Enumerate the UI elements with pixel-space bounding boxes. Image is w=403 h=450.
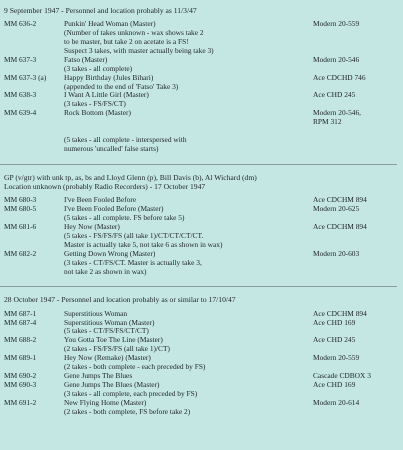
take-note: (appended to the end of 'Fatso' Take 3)	[64, 81, 179, 91]
take-note: (Number of takes unknown - wax shows take 2 to be master, but take 2 on acetate is a FS! Suspect 3 takes, with master actually being take 3)	[64, 28, 214, 55]
matrix-entry	[0, 56, 403, 65]
matrix-entry	[0, 205, 403, 214]
matrix-number: MM 689-1	[4, 353, 37, 363]
matrix-entry	[0, 319, 403, 328]
issue-label: Ace CHD 245	[313, 90, 356, 100]
issue-label: Ace CDCHM 894	[313, 195, 367, 205]
matrix-number: MM 637-3 (a)	[4, 72, 47, 82]
matrix-number: MM 687-1	[4, 308, 37, 318]
matrix-number: MM 690-3	[4, 379, 37, 389]
matrix-number: MM 638-3	[4, 90, 37, 100]
song-title: You Gotta Toe The Line (Master)	[64, 335, 163, 345]
song-title: Fatso (Master)	[64, 54, 108, 64]
issue-label: Ace CHD 169	[313, 379, 356, 389]
take-note: (2 takes - both complete - each preceded by FS)	[64, 362, 206, 372]
issue-label: Modern 20-603	[313, 248, 360, 258]
issue-label: Ace CHD 245	[313, 335, 356, 345]
matrix-number: MM 682-2	[4, 248, 37, 258]
matrix-number: MM 688-2	[4, 335, 37, 345]
matrix-number: MM 681-6	[4, 222, 37, 232]
matrix-entry	[0, 91, 403, 100]
song-title: I Want A Little Girl (Master)	[64, 90, 149, 100]
take-note: (5 takes - all complete - interspersed with numerous 'uncalled' false starts)	[64, 135, 187, 153]
take-note: (3 takes - FS/FS/CT)	[64, 99, 126, 109]
issue-label: Ace CDCHD 746	[313, 72, 366, 82]
issue-label: Modern 20-559	[313, 19, 360, 29]
song-title: Hey Now (Remake) (Master)	[64, 353, 151, 363]
issue-label: Modern 20-546, RPM 312	[313, 108, 362, 127]
section-divider	[0, 164, 397, 165]
matrix-entry	[0, 74, 403, 83]
issue-label: Modern 20-625	[313, 204, 360, 214]
song-title: Punkin' Head Woman (Master)	[64, 19, 156, 29]
matrix-entry	[0, 381, 403, 390]
matrix-number: MM 680-5	[4, 204, 37, 214]
song-title: New Flying Home (Master)	[64, 397, 147, 407]
matrix-number: MM 639-4	[4, 108, 37, 118]
matrix-number: MM 636-2	[4, 19, 37, 29]
session-section	[0, 6, 403, 154]
session-header: 28 October 1947 - Personnel and location probably as or similar to 17/10/47	[4, 295, 236, 305]
matrix-entry	[0, 336, 403, 345]
song-title: Gene Jumps The Blues	[64, 371, 133, 380]
song-title: Gene Jumps The Blues (Master)	[64, 379, 160, 389]
matrix-entry	[0, 399, 403, 408]
issue-label: Ace CHD 169	[313, 317, 356, 327]
take-note: (3 takes - CT/FS/CT. Master is actually take 3, not take 2 as shown in wax)	[64, 257, 202, 276]
issue-label: Modern 20-546	[313, 54, 360, 64]
matrix-number: MM 687-4	[4, 317, 37, 327]
song-title: Superstitious Woman	[64, 308, 128, 318]
take-note: (5 takes - CT/FS/FS/CT/CT)	[64, 326, 149, 336]
take-note: (5 takes - FS/FS/FS (all take 1)/CT/CT/CT/CT. Master is actually take 5, not take 6 as shown in wax)	[64, 230, 223, 249]
matrix-number: MM 680-3	[4, 195, 37, 205]
session-section	[0, 173, 403, 277]
issue-label: Ace CDCHM 894	[313, 308, 367, 318]
take-note: (2 takes - both complete, FS before take 2)	[64, 406, 191, 416]
matrix-number: MM 691-2	[4, 397, 37, 407]
matrix-number: MM 690-2	[4, 371, 37, 380]
issue-label: Cascade CDBOX 3	[313, 371, 371, 380]
matrix-entry	[0, 109, 403, 127]
take-note: (3 takes - all complete)	[64, 63, 133, 73]
song-title: Superstitious Woman (Master)	[64, 317, 155, 327]
section-divider	[0, 286, 397, 287]
take-note: (3 takes - all complete, each preceded by FS)	[64, 388, 198, 398]
song-title: Happy Birthday (Jules Bihari)	[64, 72, 154, 82]
song-title: Rock Bottom (Master)	[64, 108, 131, 118]
issue-label: Modern 20-559	[313, 353, 360, 363]
take-note: (2 takes - FS/FS/FS (all take 1)/CT)	[64, 344, 170, 354]
session-section	[0, 295, 403, 416]
song-title: I've Been Fooled Before (Master)	[64, 204, 164, 214]
song-title: I've Been Fooled Before	[64, 195, 137, 205]
session-header: 9 September 1947 - Personnel and location probably as 11/3/47	[4, 6, 197, 15]
matrix-number: MM 637-3	[4, 54, 37, 64]
session-header: GP (v/gtr) with unk tp, as, bs and Lloyd Glenn (p), Bill Davis (b), Al Wichard (dm) Location unknown (probably Radio Recorders) - 17 October 1947	[4, 172, 257, 192]
song-title: Hey Now (Master)	[64, 222, 120, 232]
take-note: (5 takes - all complete. FS before take 5)	[64, 213, 185, 223]
issue-label: Modern 20-614	[313, 397, 360, 407]
issue-label: Ace CDCHM 894	[313, 222, 367, 232]
song-title: Getting Down Wrong (Master)	[64, 248, 156, 258]
